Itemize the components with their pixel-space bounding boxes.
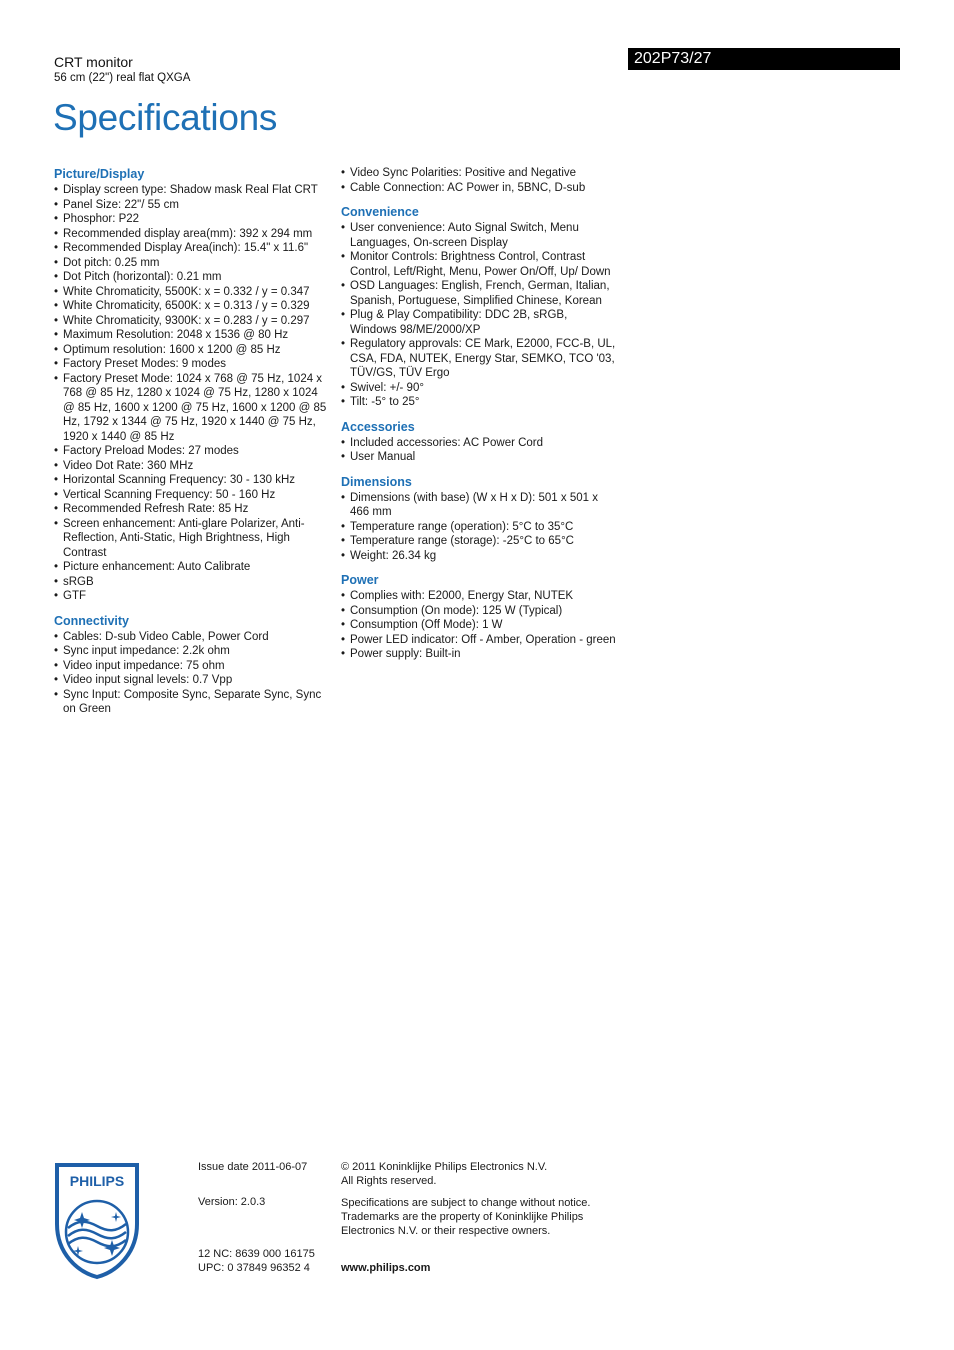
spec-item: • GTF bbox=[54, 589, 330, 604]
section-title: Convenience bbox=[341, 205, 419, 219]
spec-item: • Picture enhancement: Auto Calibrate bbox=[54, 560, 330, 575]
spec-item: • Sync input impedance: 2.2k ohm bbox=[54, 644, 330, 659]
spec-item: • Video input impedance: 75 ohm bbox=[54, 659, 330, 674]
spec-section bbox=[341, 572, 617, 662]
spec-item: • Power LED indicator: Off - Amber, Operation - green bbox=[341, 633, 617, 648]
spec-item: • Recommended display area(mm): 392 x 294 mm bbox=[54, 227, 330, 242]
spec-item: • Horizontal Scanning Frequency: 30 - 130 kHz bbox=[54, 473, 330, 488]
spec-item: • Dot Pitch (horizontal): 0.21 mm bbox=[54, 270, 330, 285]
version: Version: 2.0.3 bbox=[198, 1196, 266, 1208]
spec-item: • Recommended Refresh Rate: 85 Hz bbox=[54, 502, 330, 517]
spec-item: • Weight: 26.34 kg bbox=[341, 549, 617, 564]
disclaimer-line-2: Trademarks are the property of Koninklijke Philips bbox=[341, 1211, 584, 1223]
spec-item: • Included accessories: AC Power Cord bbox=[341, 436, 617, 451]
spec-item: • Regulatory approvals: CE Mark, E2000, FCC-B, UL, CSA, FDA, NUTEK, Energy Star, SEMKO, TCO '03, TÜV/GS, TÜV Ergo bbox=[341, 337, 617, 381]
page-title: Specifications bbox=[53, 97, 278, 138]
section-title: Dimensions bbox=[341, 474, 412, 489]
spec-item: • Temperature range (storage): -25°C to 65°C bbox=[341, 534, 617, 549]
spec-item: • Video Sync Polarities: Positive and Negative bbox=[341, 166, 617, 181]
spec-item: • Swivel: +/- 90° bbox=[341, 381, 617, 396]
spec-item: • Consumption (On mode): 125 W (Typical) bbox=[341, 604, 617, 619]
spec-item: • Video Dot Rate: 360 MHz bbox=[54, 459, 330, 474]
spec-column-right bbox=[341, 166, 617, 671]
rights: All Rights reserved. bbox=[341, 1175, 437, 1187]
product-header bbox=[54, 54, 190, 85]
philips-shield-logo bbox=[54, 1162, 140, 1280]
spec-section bbox=[341, 166, 617, 195]
spec-item: • Dimensions (with base) (W x H x D): 501 x 501 x 466 mm bbox=[341, 491, 617, 520]
section-title: Accessories bbox=[341, 419, 415, 434]
spec-item: • Complies with: E2000, Energy Star, NUTEK bbox=[341, 589, 617, 604]
spec-item: • Video input signal levels: 0.7 Vpp bbox=[54, 673, 330, 688]
nc-number: 12 NC: 8639 000 16175 bbox=[198, 1248, 315, 1260]
disclaimer-line-3: Electronics N.V. or their respective owners. bbox=[341, 1225, 551, 1237]
spec-item: • White Chromaticity, 6500K: x = 0.313 / y = 0.329 bbox=[54, 299, 330, 314]
spec-item: • Optimum resolution: 1600 x 1200 @ 85 Hz bbox=[54, 343, 330, 358]
spec-item: • Factory Preset Mode: 1024 x 768 @ 75 Hz, 1024 x 768 @ 85 Hz, 1280 x 1024 @ 75 Hz, 1280 x 1024 @ 85 Hz, 1600 x 1200 @ 75 Hz, 1600 x 1200 @ 85 Hz, 1792 x 1344 @ 75 Hz, 1920 x 1440 @ 75 Hz, 1920 x 1440 @ 85 Hz bbox=[54, 372, 330, 445]
spec-list bbox=[341, 436, 617, 465]
spec-item: • Cables: D-sub Video Cable, Power Cord bbox=[54, 630, 330, 645]
spec-item: • OSD Languages: English, French, German, Italian, Spanish, Portuguese, Simplified Chinese, Korean bbox=[341, 279, 617, 308]
spec-item: • Dot pitch: 0.25 mm bbox=[54, 256, 330, 271]
spec-item: • Power supply: Built-in bbox=[341, 647, 617, 662]
spec-item: • Display screen type: Shadow mask Real Flat CRT bbox=[54, 183, 330, 198]
spec-item: • User Manual bbox=[341, 450, 617, 465]
spec-section bbox=[341, 204, 617, 410]
spec-item: • White Chromaticity, 5500K: x = 0.332 / y = 0.347 bbox=[54, 285, 330, 300]
spec-list bbox=[341, 491, 617, 564]
spec-item: • Vertical Scanning Frequency: 50 - 160 Hz bbox=[54, 488, 330, 503]
section-title: Power bbox=[341, 573, 379, 587]
spec-list bbox=[54, 183, 330, 604]
copyright: © 2011 Koninklijke Philips Electronics N.V. bbox=[341, 1161, 548, 1173]
spec-item: • White Chromaticity, 9300K: x = 0.283 / y = 0.297 bbox=[54, 314, 330, 329]
spec-section bbox=[54, 166, 330, 604]
spec-item: • Temperature range (operation): 5°C to 35°C bbox=[341, 520, 617, 535]
model-bar bbox=[628, 48, 900, 70]
spec-section bbox=[341, 419, 617, 465]
spec-list bbox=[341, 221, 617, 410]
upc-number: UPC: 0 37849 96352 4 bbox=[198, 1262, 310, 1274]
spec-item: • Phosphor: P22 bbox=[54, 212, 330, 227]
website-link[interactable]: www.philips.com bbox=[341, 1262, 431, 1274]
spec-section bbox=[341, 474, 617, 564]
spec-item: • User convenience: Auto Signal Switch, Menu Languages, On-screen Display bbox=[341, 221, 617, 250]
spec-item: • Factory Preset Modes: 9 modes bbox=[54, 357, 330, 372]
product-subtitle: 56 cm (22") real flat QXGA bbox=[54, 72, 191, 84]
spec-item: • Maximum Resolution: 2048 x 1536 @ 80 Hz bbox=[54, 328, 330, 343]
spec-item: • Panel Size: 22"/ 55 cm bbox=[54, 198, 330, 213]
model-number: 202P73/27 bbox=[634, 50, 712, 67]
spec-item: • Tilt: -5° to 25° bbox=[341, 395, 617, 410]
spec-section bbox=[54, 613, 330, 717]
spec-column-left bbox=[54, 166, 330, 726]
spec-list bbox=[341, 589, 617, 662]
disclaimer-line-1: Specifications are subject to change without notice. bbox=[341, 1197, 591, 1209]
spec-item: • Consumption (Off Mode): 1 W bbox=[341, 618, 617, 633]
spec-item: • Factory Preload Modes: 27 modes bbox=[54, 444, 330, 459]
product-type: CRT monitor bbox=[54, 54, 133, 70]
spec-item: • Screen enhancement: Anti-glare Polarizer, Anti-Reflection, Anti-Static, High Brightness, High Contrast bbox=[54, 517, 330, 561]
spec-item: • Plug & Play Compatibility: DDC 2B, sRGB, Windows 98/ME/2000/XP bbox=[341, 308, 617, 337]
section-title: Picture/Display bbox=[54, 167, 145, 181]
logo-text: PHILIPS bbox=[69, 1173, 125, 1189]
spec-item: • Recommended Display Area(inch): 15.4" x 11.6" bbox=[54, 241, 330, 256]
issue-date: Issue date 2011-06-07 bbox=[198, 1161, 308, 1173]
spec-item: • Sync Input: Composite Sync, Separate Sync, Sync on Green bbox=[54, 688, 330, 717]
footer bbox=[0, 1158, 954, 1288]
spec-item: • Monitor Controls: Brightness Control, Contrast Control, Left/Right, Menu, Power On/Off, Up/ Down bbox=[341, 250, 617, 279]
section-title: Connectivity bbox=[54, 613, 130, 628]
spec-list bbox=[341, 166, 617, 195]
spec-item: • sRGB bbox=[54, 575, 330, 590]
spec-item: • Cable Connection: AC Power in, 5BNC, D-sub bbox=[341, 181, 617, 196]
spec-list bbox=[54, 630, 330, 717]
